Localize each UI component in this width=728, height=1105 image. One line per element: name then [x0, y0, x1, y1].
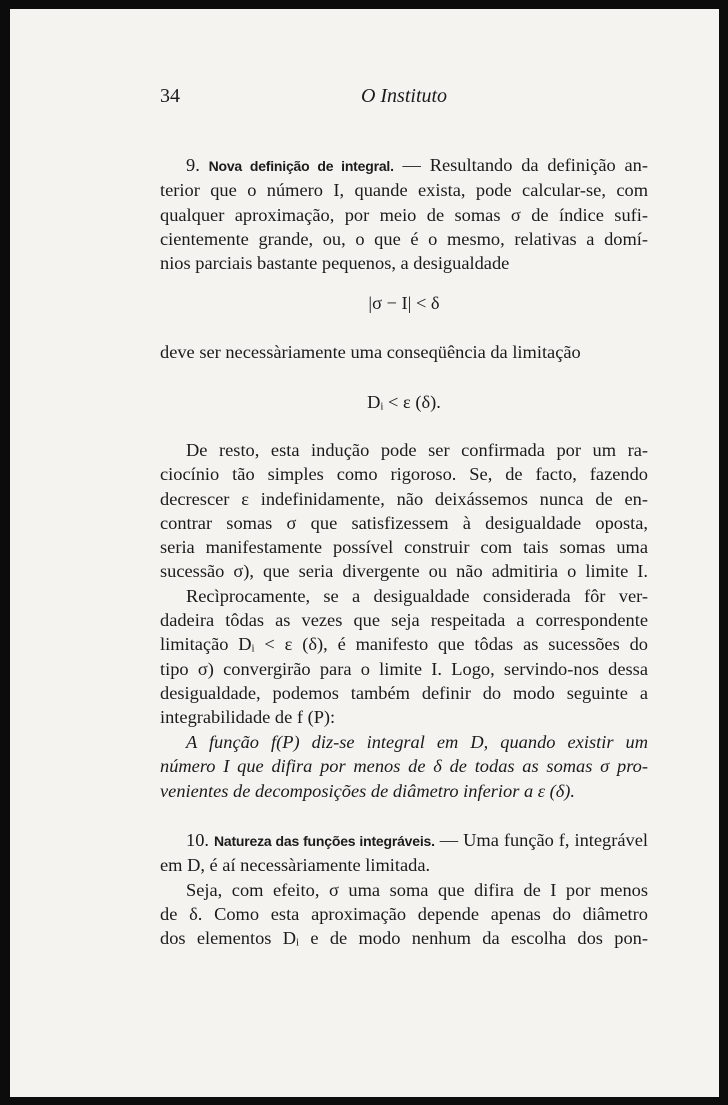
text-line: nios parciais bastante pequenos, a desigualdade: [160, 253, 510, 274]
section-9-dash: —: [393, 155, 430, 175]
section-10-paragraph: [160, 828, 648, 950]
text-line: De resto, esta indução pode ser confirmada por um ra-: [186, 440, 648, 460]
section-9-title: Nova definição de integral.: [208, 158, 394, 174]
limitation-sentence: [160, 340, 648, 364]
text-line: seria manifestamente possível construir com tais somas uma: [160, 537, 648, 558]
page-number: 34: [160, 85, 180, 107]
text-line: Resultando da definição an-: [429, 155, 648, 175]
inequality-formula: |σ − I| < δ: [368, 293, 440, 313]
text-line: limitação Dᵢ < ε (δ), é manifesto que tôdas as sucessões do: [160, 634, 648, 655]
section-10-number: 10.: [186, 830, 209, 850]
text-line: tipo σ) convergirão para o limite I. Logo, servindo-nos dessa: [160, 658, 648, 679]
section-9-paragraph: [160, 153, 648, 275]
book-page: [10, 9, 719, 1097]
text-line: decrescer ε indefinidamente, não deixássemos nunca de en-: [160, 488, 648, 509]
section-9-first-line: [160, 153, 648, 178]
text-line: A função f(P) diz-se integral em D, quando existir um: [186, 732, 648, 752]
text-line: Seja, com efeito, σ uma soma que difira de I por menos: [186, 879, 648, 900]
running-title: O Instituto: [360, 85, 448, 107]
section-9-number: 9.: [186, 155, 200, 175]
section-10-first-line: [160, 828, 648, 853]
text-line: Uma função f, integrável: [463, 830, 648, 850]
running-header: [160, 85, 648, 109]
text-line: integrabilidade de f (P):: [160, 707, 336, 728]
text-line: de δ. Como esta aproximação depende apenas do diâmetro: [160, 903, 648, 924]
text-line: venientes de decomposições de diâmetro inferior a ε (δ).: [160, 780, 576, 801]
section-10-dash: —: [434, 830, 464, 850]
induction-paragraph: [160, 438, 648, 730]
text-line: desigualdade, podemos também definir do modo seguinte a: [160, 682, 648, 703]
section-10-title: Natureza das funções integráveis.: [213, 833, 435, 849]
text-line: ciocínio tão simples como rigoroso. Se, de facto, fazendo: [160, 464, 648, 485]
text-line: dos elementos Dᵢ e de modo nenhum da escolha dos pon-: [160, 928, 648, 949]
limitation-formula: Dᵢ < ε (δ).: [367, 392, 441, 412]
text-line: Recìprocamente, se a desigualdade considerada fôr ver-: [186, 585, 648, 606]
text-line: qualquer aproximação, por meio de somas σ de índice sufi-: [160, 204, 648, 225]
text-line: em D, é aí necessàriamente limitada.: [160, 855, 431, 876]
text-line: sucessão σ), que seria divergente ou não admitiria o limite I.: [160, 561, 648, 582]
text-line: dadeira tôdas as vezes que seja respeitada a correspondente: [160, 610, 648, 631]
definition-paragraph: [160, 730, 648, 803]
text-line: deve ser necessàriamente uma conseqüência da limitação: [160, 342, 581, 362]
text-line: terior que o número I, quande exista, pode calcular-se, com: [160, 180, 648, 201]
text-line: número I que difira por menos de δ de todas as somas σ pro-: [160, 756, 648, 777]
text-line: contrar somas σ que satisfizessem à desigualdade oposta,: [160, 512, 648, 533]
text-line: cientemente grande, ou, o que é o mesmo, relativas a domí-: [160, 228, 648, 249]
